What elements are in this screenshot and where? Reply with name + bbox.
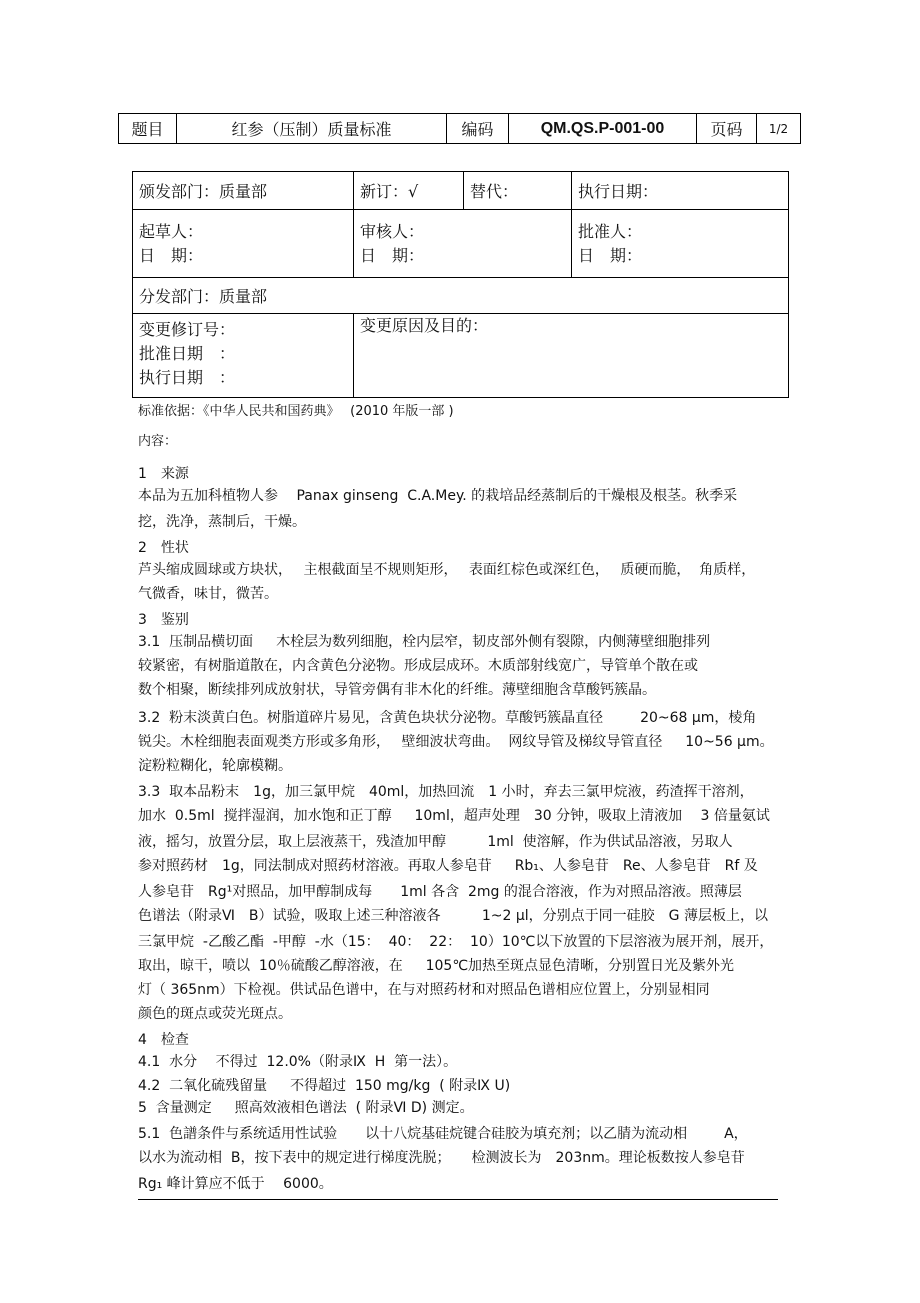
page-label: 页码 (697, 114, 757, 144)
content-line: 三氯甲烷 -乙酸乙酯 -甲醇 -水（15： 40： 22： 10）10℃以下放置的下层溶液为展开剂，展开， (138, 934, 774, 950)
content-line: 本品为五加科植物人参 Panax ginseng C.A.Mey. 的栽培品经蒸制后的干燥根及根茎。秋季采 (138, 488, 738, 504)
content-line: 5 含量测定 照高效液相色谱法 ( 附录Ⅵ D) 测定。 (138, 1100, 474, 1116)
header-table (118, 113, 801, 144)
code-label: 编码 (447, 114, 509, 144)
content-line: 颜色的斑点或荧光斑点。 (138, 1006, 292, 1022)
content-line: 气微香，味甘，微苦。 (138, 586, 278, 602)
exec-date: 执行日期： (572, 172, 789, 210)
title-label: 题目 (119, 114, 177, 144)
content-line: 液，摇匀，放置分层，取上层液蒸干，残渣加甲醇 1ml 使溶解，作为供试品溶液，另取人 (138, 834, 733, 850)
content-line: 较紧密，有树脂道散在，内含黄色分泌物。形成层成环。木质部射线宽广，导管单个散在或 (138, 658, 698, 674)
content-line: 数个相聚，断续排列成放射状，导管旁偶有非木化的纤维。薄壁细胞含草酸钙簇晶。 (138, 682, 656, 698)
content-line: 以水为流动相 B，按下表中的规定进行梯度洗脱； 检测波长为 203nm。理论板数按人参皂苷 (138, 1150, 745, 1166)
replace: 替代： (464, 172, 572, 210)
content-line: 标准依据：《中华人民共和国药典》 (2010 年版一部 ) (138, 404, 454, 419)
content-line: 3.2 粉末淡黄白色。树脂道碎片易见，含黄色块状分泌物。草酸钙簇晶直径 20~68 μm，棱角 (138, 710, 757, 726)
content-line: 4.1 水分 不得过 12.0%（附录Ⅸ H 第一法）。 (138, 1054, 458, 1070)
content-line: 3.1 压制品横切面 木栓层为数列细胞，栓内层窄，韧皮部外侧有裂隙，内侧薄壁细胞排列 (138, 634, 711, 650)
content-line: 锐尖。木栓细胞表面观类方形或多角形， 壁细波状弯曲。 网纹导管及梯纹导管直径 10~56 μm。 (138, 734, 774, 750)
bottom-rule (138, 1199, 778, 1200)
content-line: 取出，晾干，喷以 10％硫酸乙醇溶液，在 105℃加热至斑点显色清晰，分别置日光及紫外光 (138, 958, 735, 974)
content-line: 色谱法（附录Ⅵ B）试验，吸取上述三种溶液各 1~2 μl，分别点于同一硅胶 G 薄层板上，以 (138, 908, 768, 924)
content-line: 3.3 取本品粉末 1g，加三氯甲烷 40ml，加热回流 1 小时，弃去三氯甲烷液，药渣挥干溶剂， (138, 784, 754, 800)
change-number: 变更修订号： (139, 320, 236, 339)
document-code: QM.QS.P-001-00 (509, 114, 697, 144)
content-line: 内容： (138, 434, 178, 449)
reviewer: 审核人： (360, 221, 425, 241)
dist-dept: 分发部门：质量部 (133, 278, 789, 314)
exec-date-2: 执行日期 ： (139, 368, 236, 387)
drafter-date: 日 期： (139, 245, 204, 265)
content-line: 芦头缩成圆球或方块状， 主根截面呈不规则矩形， 表面红棕色或深红色， 质硬而脆， 角质样， (138, 562, 756, 578)
content-line: 淀粉粒糊化，轮廓模糊。 (138, 758, 292, 774)
content-line: 挖，洗净，蒸制后，干燥。 (138, 514, 306, 530)
change-reason: 变更原因及目的： (360, 316, 489, 335)
issue-dept: 颁发部门：质量部 (133, 172, 354, 210)
content-line: 加水 0.5ml 搅拌湿润，加水饱和正丁醇 10ml，超声处理 30 分钟，吸取上清液加 3 倍量氨试 (138, 808, 770, 824)
content-line: 4.2 二氧化硫残留量 不得超过 150 mg/kg ( 附录Ⅸ U) (138, 1078, 511, 1094)
approver-date: 日 期： (578, 245, 643, 265)
content-line: 人参皂苷 Rg¹对照品，加甲醇制成每 1ml 各含 2mg 的混合溶液，作为对照品溶液。照薄层 (138, 884, 742, 900)
approve-date: 批准日期 ： (139, 344, 236, 363)
content-line: 4 检查 (138, 1032, 189, 1048)
content-line: 1 来源 (138, 466, 189, 482)
content-line: 3 鉴别 (138, 612, 189, 628)
approver: 批准人： (578, 221, 643, 241)
drafter: 起草人： (139, 221, 204, 241)
content-line: Rg₁ 峰计算应不低于 6000。 (138, 1176, 333, 1192)
content-line: 2 性状 (138, 540, 189, 556)
reviewer-date: 日 期： (360, 245, 425, 265)
new-revision: 新订：√ (354, 172, 464, 210)
document-title: 红参（压制）质量标准 (177, 114, 447, 144)
page-number: 1/2 (757, 114, 801, 144)
content-line: 灯（ 365nm）下检视。供试品色谱中，在与对照药材和对照品色谱相应位置上，分别显相同 (138, 982, 710, 998)
meta-table (132, 171, 789, 398)
content-line: 参对照药材 1g，同法制成对照药材溶液。再取人参皂苷 Rb₁、人参皂苷 Re、人参皂苷 Rf 及 (138, 858, 758, 874)
content-line: 5.1 色譜条件与系统适用性试验 以十八烷基硅烷键合硅胶为填充剂；以乙腈为流动相 A， (138, 1126, 748, 1142)
